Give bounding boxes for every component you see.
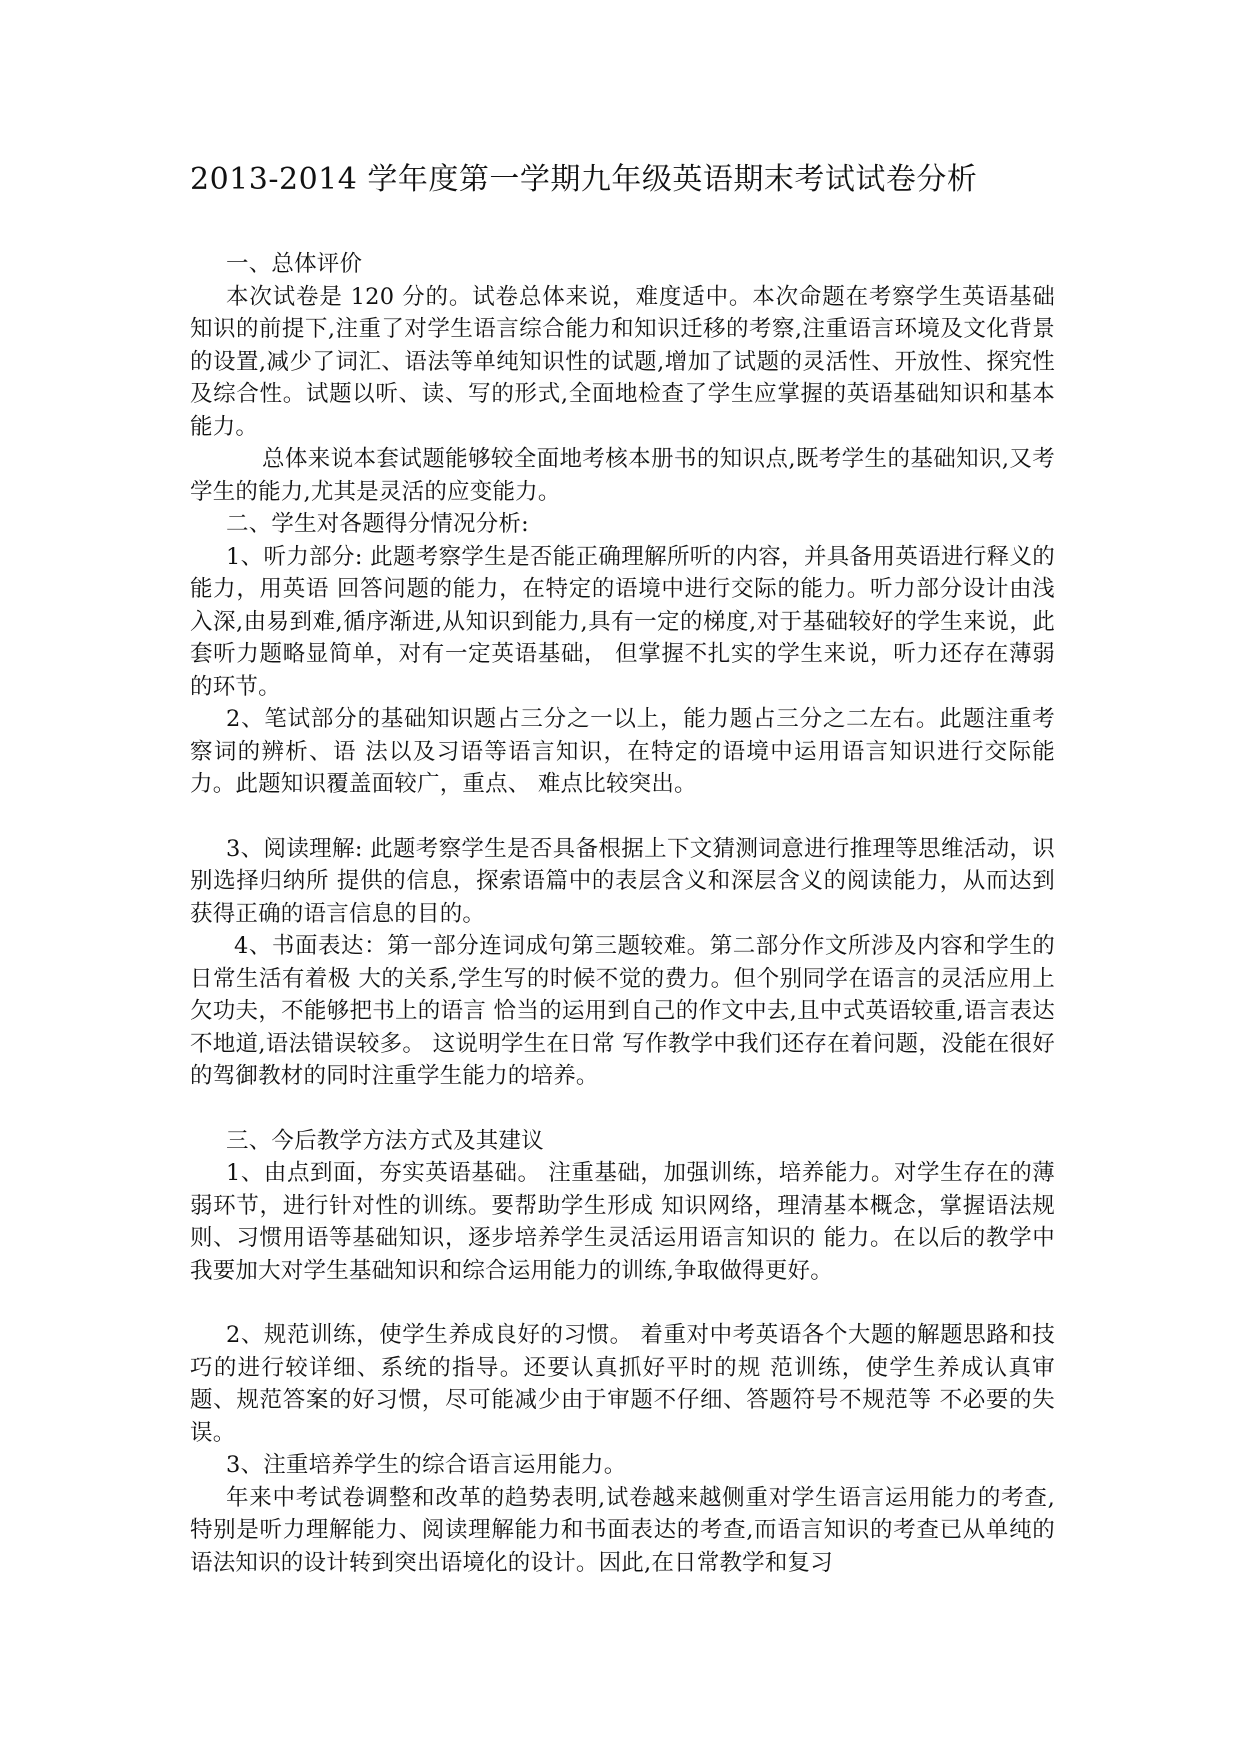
section-1-heading: 一、总体评价 (226, 251, 363, 277)
document-body (190, 248, 1055, 1579)
section-3-paragraph-2: 2、规范训练，使学生养成良好的习惯。 着重对中考英语各个大题的解题思路和技巧的进行较详细、系统的指导。还要认真抓好平时的规 范训练，使学生养成认真审题、规范答案的好习惯，尽可能减少由于审题不仔细、答题符号不规范等 不必要的失误。 (190, 1322, 1055, 1446)
spacer (190, 1093, 1055, 1125)
section-1-paragraph-2: 总体来说本套试题能够较全面地考核本册书的知识点,既考学生的基础知识,又考学生的能力,尤其是灵活的应变能力。 (190, 446, 1055, 505)
section-3-heading: 三、今后教学方法方式及其建议 (226, 1127, 544, 1154)
section-3-paragraph-4: 年来中考试卷调整和改革的趋势表明,试卷越来越侧重对学生语言运用能力的考查,特别是听力理解能力、阅读理解能力和书面表达的考查,而语言知识的考查已从单纯的语法知识的设计转到突出语境化的设计。因此,在日常教学和复习 (190, 1484, 1055, 1576)
section-3-paragraph-3: 3、注重培养学生的综合语言运用能力。 (226, 1452, 627, 1478)
section-2-paragraph-listening: 1、听力部分: 此题考察学生是否能正确理解所听的内容，并具备用英语进行释义的能力，用英语 回答问题的能力，在特定的语境中进行交际的能力。听力部分设计由浅入深,由易到难,循序渐进,从知识到能力,具有一定的梯度,对于基础较好的学生来说，此套听力题略显简单，对有一定英语基础， 但掌握不扎实的学生来说，听力还存在薄弱的环节。 (190, 543, 1055, 700)
section-2-paragraph-written: 2、笔试部分的基础知识题占三分之一以上，能力题占三分之二左右。此题注重考察词的辨析、语 法以及习语等语言知识，在特定的语境中运用语言知识进行交际能力。此题知识覆盖面较广，重点、 难点比较突出。 (190, 706, 1055, 797)
section-2-paragraph-writing: 4、书面表达：第一部分连词成句第三题较难。第二部分作文所涉及内容和学生的日常生活有着极 大的关系,学生写的时候不觉的费力。但个别同学在语言的灵活应用上欠功夫，不能够把书上的语言 恰当的运用到自己的作文中去,且中式英语较重,语言表达不地道,语法错误较多。 这说明学生在日常 写作教学中我们还存在着问题，没能在很好的驾御教材的同时注重学生能力的培养。 (190, 933, 1055, 1089)
section-3-paragraph-1: 1、由点到面，夯实英语基础。 注重基础，加强训练，培养能力。对学生存在的薄弱环节，进行针对性的训练。要帮助学生形成 知识网络，理清基本概念，掌握语法规则、习惯用语等基础知识，逐步培养学生灵活运用语言知识的 能力。在以后的教学中我要加大对学生基础知识和综合运用能力的训练,争取做得更好。 (190, 1160, 1055, 1284)
section-2-paragraph-reading: 3、阅读理解: 此题考察学生是否具备根据上下文猜测词意进行推理等思维活动，识别选择归纳所 提供的信息，探索语篇中的表层含义和深层含义的阅读能力，从而达到获得正确的语言信息的目的。 (190, 835, 1055, 927)
spacer (190, 801, 1055, 833)
section-2-heading: 二、学生对各题得分情况分析: (226, 511, 529, 537)
section-1-paragraph-1: 本次试卷是 120 分的。试卷总体来说，难度适中。本次命题在考察学生英语基础知识的前提下,注重了对学生语言综合能力和知识迁移的考察,注重语言环境及文化背景的设置,减少了词汇、语法等单纯知识性的试题,增加了试题的灵活性、开放性、探究性及综合性。试题以听、读、写的形式,全面地检查了学生应掌握的英语基础知识和基本能力。 (190, 283, 1055, 440)
document-title: 2013-2014 学年度第一学期九年级英语期末考试试卷分析 (190, 162, 978, 197)
spacer (190, 1287, 1055, 1319)
